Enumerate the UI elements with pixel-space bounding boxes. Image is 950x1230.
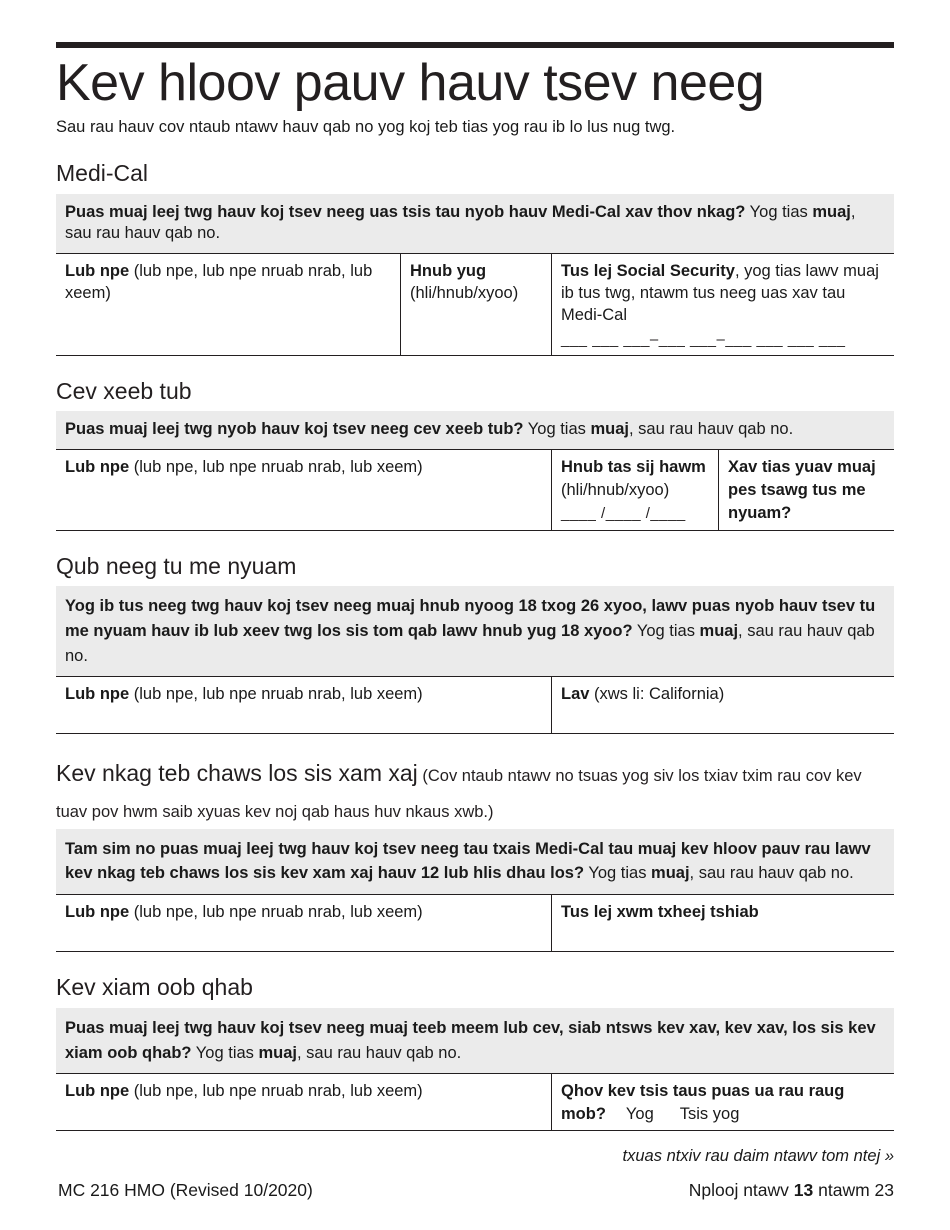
name-field[interactable]	[56, 1074, 551, 1130]
section-disability	[56, 974, 894, 1131]
page-footer	[58, 1180, 894, 1201]
page-mid: ntawm	[813, 1180, 875, 1200]
page-pre: Nplooj ntawv	[688, 1180, 794, 1200]
field-label: Tus lej xwm txheej tshiab	[561, 903, 759, 922]
form-id: MC 216 HMO (Revised 10/2020)	[58, 1180, 313, 1200]
field-label: Xav tias yuav muaj pes tsawg tus me nyuam?	[728, 457, 876, 522]
field-label: Lub npe	[65, 261, 130, 280]
question-pre: Yog tias	[523, 420, 591, 439]
page-current: 13	[793, 1180, 814, 1200]
question-muaj: muaj	[258, 1043, 298, 1062]
question-box	[56, 829, 894, 896]
question-pre: Yog tias	[632, 621, 700, 640]
section-heading: Medi-Cal	[56, 160, 149, 187]
question-box	[56, 194, 894, 254]
question-muaj: muaj	[812, 202, 851, 221]
name-field[interactable]	[56, 254, 400, 355]
section-heading: Cev xeeb tub	[56, 377, 192, 404]
field-label: Qhov kev tsis taus puas ua rau raug mob?	[561, 1082, 845, 1124]
field-hint: (lub npe, lub npe nruab nrab, lub xeem)	[129, 685, 423, 704]
section-former-foster	[56, 553, 894, 735]
name-field[interactable]	[56, 450, 551, 530]
field-label: Lub npe	[65, 1082, 130, 1101]
question-pre: Yog tias	[745, 202, 813, 221]
field-hint: (lub npe, lub npe nruab nrab, lub xeem)	[65, 261, 373, 302]
entry-row	[56, 895, 894, 952]
form-page	[56, 42, 894, 1166]
question-pre: Yog tias	[584, 864, 652, 883]
heading-text: Kev nkag teb chaws los sis xam xaj	[56, 760, 418, 787]
intro-text: Sau rau hauv cov ntaub ntawv hauv qab no yog koj teb tias yog rau ib lo lus nug twg.	[56, 117, 676, 136]
question-muaj: muaj	[590, 420, 629, 439]
field-label: Hnub tas sij hawm	[561, 457, 706, 476]
section-medi-cal	[56, 160, 894, 355]
section-heading: Qub neeg tu me nyuam	[56, 552, 297, 579]
field-label: Lav	[561, 685, 590, 704]
question-text: Puas muaj leej twg hauv koj tsev neeg uas tsis tau nyob hauv Medi-Cal xav thov nkag?	[65, 202, 746, 221]
status-number-field[interactable]	[551, 895, 894, 951]
entry-row	[56, 1074, 894, 1131]
field-label: Lub npe	[65, 457, 130, 476]
question-muaj: muaj	[651, 864, 690, 883]
question-text: Puas muaj leej twg hauv koj tsev neeg muaj teeb meem lub cev, siab ntsws kev xav, kev xav, los sis kev xiam oob qhab?	[65, 1018, 876, 1062]
birthdate-field[interactable]	[400, 254, 551, 355]
field-hint: (lub npe, lub npe nruab nrab, lub xeem)	[129, 1082, 423, 1101]
continue-note: txuas ntxiv rau daim ntawv tom ntej »	[622, 1147, 894, 1166]
question-text: Tam sim no puas muaj leej twg hauv koj tsev neeg tau txais Medi-Cal tau muaj kev hloov pauv rau lawv kev nkag teb chaws los sis kev xam xaj hauv 12 lub hlis dhau los?	[65, 839, 871, 883]
field-hint: (lub npe, lub npe nruab nrab, lub xeem)	[129, 903, 423, 922]
ssn-field[interactable]	[551, 254, 894, 355]
field-label: Tus lej Social Security	[561, 261, 735, 280]
option-yes[interactable]: Yog	[625, 1105, 654, 1124]
question-post: , sau rau hauv qab no.	[689, 864, 854, 883]
date-blank: ____ /____ /____	[561, 504, 686, 522]
question-post: , sau rau hauv qab no.	[628, 420, 794, 439]
page-title: Kev hloov pauv hauv tsev neeg	[56, 54, 765, 112]
entry-row	[56, 450, 894, 531]
heading-note: (Cov ntaub ntawv no tsuas yog siv los txiav txim rau cov kev tuav pov hwm saib xyuas kev noj qab haus huv nkaus xwb.)	[56, 767, 862, 822]
injury-question-field	[551, 1074, 894, 1130]
question-post: , sau rau hauv qab no.	[297, 1043, 462, 1062]
section-heading: Kev xiam oob qhab	[56, 974, 253, 1001]
field-label: Lub npe	[65, 903, 130, 922]
section-heading	[56, 756, 894, 827]
entry-row	[56, 677, 894, 734]
question-box	[56, 411, 894, 449]
page-total: 23	[874, 1180, 894, 1200]
field-label: Hnub yug	[410, 261, 487, 280]
question-text: Puas muaj leej twg nyob hauv koj tsev neeg cev xeeb tub?	[65, 420, 524, 439]
field-hint: (hli/hnub/xyoo)	[410, 283, 519, 302]
name-field[interactable]	[56, 677, 551, 733]
question-box	[56, 586, 894, 677]
question-muaj: muaj	[699, 621, 739, 640]
entry-row	[56, 254, 894, 356]
section-immigration	[56, 756, 894, 952]
field-hint: (hli/hnub/xyoo)	[561, 480, 670, 499]
question-post: , sau rau hauv qab no.	[65, 621, 875, 665]
page-number	[689, 1180, 894, 1201]
field-label: Lub npe	[65, 685, 130, 704]
top-rule	[56, 42, 894, 48]
question-pre: Yog tias	[191, 1043, 259, 1062]
option-no[interactable]: Tsis yog	[679, 1105, 740, 1124]
section-pregnancy	[56, 378, 894, 531]
due-date-field[interactable]	[551, 450, 718, 530]
field-hint: , yog tias lawv muaj ib tus twg, ntawm tus neeg uas xav tau Medi-Cal	[561, 261, 879, 325]
ssn-blank: ___ ___ ___–___ ___–___ ___ ___ ___	[561, 331, 846, 349]
question-text: Yog ib tus neeg twg hauv koj tsev neeg muaj hnub nyoog 18 txog 26 xyoo, lawv puas nyob hauv tsev tu me nyuam hauv ib lub xeev twg los sis tom qab lawv hnub yug 18 xyoo?	[65, 597, 876, 640]
state-field[interactable]	[551, 677, 894, 733]
question-post: , sau rau hauv qab no.	[65, 202, 856, 243]
name-field[interactable]	[56, 895, 551, 951]
baby-count-field[interactable]	[718, 450, 894, 530]
field-hint: (xws li: California)	[589, 685, 725, 704]
field-hint: (lub npe, lub npe nruab nrab, lub xeem)	[129, 457, 423, 476]
question-box	[56, 1008, 894, 1075]
